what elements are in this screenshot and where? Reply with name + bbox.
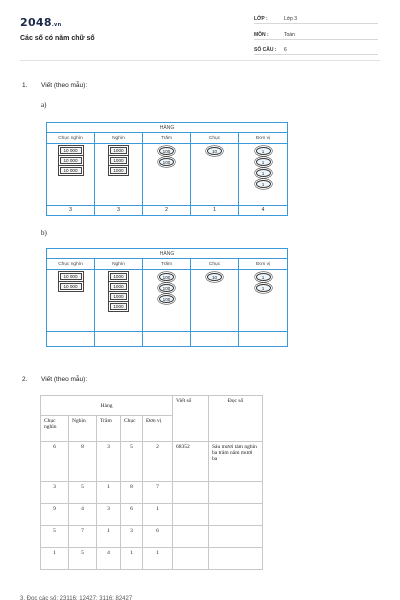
digit-cell: 3 (97, 504, 121, 526)
digit-cell: 4 (69, 504, 97, 526)
meta-label: MÔN : (254, 32, 269, 38)
write-number-header: Viết số (173, 396, 209, 442)
digit-cell: 7 (143, 482, 173, 504)
written-number-cell[interactable] (173, 504, 209, 526)
col-header-ones: Đơn vị (143, 416, 173, 442)
table-b-col-tens (191, 270, 239, 331)
question-3-fragment: 3. Đọc các số: 23116; 12427; 3116; 82427 (20, 596, 133, 600)
block-1000: 1000 (110, 157, 127, 164)
block-10000: 10 000 (60, 167, 82, 174)
table-a-hang-header: HÀNG (47, 123, 287, 133)
block-1000: 1000 (110, 293, 127, 300)
meta-class (254, 14, 378, 24)
count-cell: 3 (95, 206, 143, 215)
col-header-thousands: Nghìn (69, 416, 97, 442)
read-number-cell[interactable] (209, 482, 263, 504)
table-a-col-ones (239, 144, 287, 205)
table-a-body (47, 144, 287, 206)
col-header-ten-thousands: Chục nghìn (47, 133, 95, 143)
meta-subject (254, 30, 378, 40)
table-b-hang-header: HÀNG (47, 249, 287, 259)
place-value-table-b (46, 248, 288, 347)
digit-cell: 5 (69, 482, 97, 504)
block-1000: 1000 (110, 303, 127, 310)
block-1000: 1000 (110, 283, 127, 290)
meta-label: LỚP : (254, 16, 268, 22)
table-row (41, 504, 263, 526)
count-cell-empty[interactable] (143, 332, 191, 346)
question-2-text: Viết (theo mẫu): (41, 376, 88, 383)
table-row (41, 526, 263, 548)
meta-value: 6 (284, 47, 287, 53)
count-cell-empty[interactable] (95, 332, 143, 346)
number-table (40, 395, 263, 570)
digit-cell: 1 (143, 504, 173, 526)
disc-1: 1 (256, 284, 271, 292)
count-cell-empty[interactable] (239, 332, 287, 346)
logo-suffix: .vn (51, 22, 62, 28)
part-a-label: a) (41, 101, 47, 109)
block-10000: 10 000 (60, 283, 82, 290)
meta-question-count (254, 45, 378, 55)
written-number-cell: 68352 (173, 442, 209, 482)
table-a-col-thousands (95, 144, 143, 205)
col-header-hundreds: Trăm (97, 416, 121, 442)
disc-100: 100 (159, 284, 174, 292)
col-header-thousands: Nghìn (95, 133, 143, 143)
col-header-tens: Chục (191, 259, 239, 269)
col-header-tens: Chục (121, 416, 143, 442)
digit-cell: 3 (97, 442, 121, 482)
disc-1: 1 (256, 169, 271, 177)
digit-cell: 3 (41, 482, 69, 504)
written-number-cell[interactable] (173, 548, 209, 570)
table-a-col-ten-thousands (47, 144, 95, 205)
digit-cell: 5 (69, 548, 97, 570)
digit-cell: 1 (97, 482, 121, 504)
table-b-column-headers (47, 259, 287, 270)
count-cell-empty[interactable] (47, 332, 95, 346)
digit-cell: 5 (41, 526, 69, 548)
table-a-column-headers (47, 133, 287, 144)
table-b-col-ten-thousands (47, 270, 95, 331)
disc-1: 1 (256, 158, 271, 166)
count-cell: 4 (261, 207, 265, 213)
disc-10: 10 (207, 273, 222, 281)
page-title: Các số có năm chữ số (20, 35, 95, 42)
disc-100: 100 (159, 295, 174, 303)
digit-cell: 4 (97, 548, 121, 570)
disc-10: 10 (207, 147, 222, 155)
digit-cell: 6 (41, 442, 69, 482)
col-header-ten-thousands: Chục nghìn (41, 416, 69, 442)
table-b-col-thousands (95, 270, 143, 331)
meta-value: Lớp 3 (284, 16, 298, 22)
table-b-body (47, 270, 287, 332)
read-number-header: Đọc số (209, 396, 263, 442)
block-10000: 10 000 (60, 157, 82, 164)
digit-cell: 1 (121, 548, 143, 570)
part-b-label: b) (41, 229, 47, 237)
table-a-counts (47, 206, 287, 215)
table-row (41, 442, 263, 482)
block-1000: 1000 (110, 147, 127, 154)
read-number-cell[interactable] (209, 504, 263, 526)
col-header-ones: Đơn vị (255, 136, 271, 141)
count-cell-empty[interactable] (191, 332, 239, 346)
disc-1: 1 (256, 147, 271, 155)
logo[interactable] (20, 16, 61, 29)
written-number-cell[interactable] (173, 482, 209, 504)
digit-cell: 2 (143, 442, 173, 482)
digit-cell: 5 (121, 442, 143, 482)
count-cell: 1 (191, 206, 239, 215)
digit-cell: 1 (41, 548, 69, 570)
digit-cell: 3 (121, 526, 143, 548)
digit-cell: 8 (121, 482, 143, 504)
table-row (41, 482, 263, 504)
meta-label: SỐ CÂU : (254, 47, 277, 53)
read-number-cell[interactable] (209, 526, 263, 548)
table-b-counts (47, 332, 287, 346)
digit-cell: 7 (69, 526, 97, 548)
table-row (41, 548, 263, 570)
digit-cell: 6 (121, 504, 143, 526)
digit-cell: 1 (143, 548, 173, 570)
col-header-hundreds: Trăm (143, 259, 191, 269)
digit-cell: 6 (143, 526, 173, 548)
disc-100: 100 (159, 147, 174, 155)
count-cell: 3 (47, 206, 95, 215)
block-1000: 1000 (110, 167, 127, 174)
digit-cell: 1 (97, 526, 121, 548)
table-b-col-ones (239, 270, 287, 331)
read-number-cell: Sáu mươi tám nghìn ba trăm năm mươi ba (209, 442, 263, 482)
disc-1: 1 (256, 180, 271, 188)
digit-cell: 9 (41, 504, 69, 526)
col-header-hundreds: Trăm (143, 133, 191, 143)
disc-100: 100 (159, 158, 174, 166)
hang-header: Hàng (41, 396, 173, 416)
table-a-col-tens (191, 144, 239, 205)
col-header-ten-thousands: Chục nghìn (47, 259, 95, 269)
logo-main: 2048 (20, 16, 52, 29)
question-2-number: 2. (22, 376, 28, 383)
block-10000: 10 000 (60, 147, 82, 154)
col-header-thousands: Nghìn (95, 259, 143, 269)
read-number-cell[interactable] (209, 548, 263, 570)
meta-value: Toán (284, 32, 295, 38)
table-b-col-hundreds (143, 270, 191, 331)
block-10000: 10 000 (60, 273, 82, 280)
count-cell: 2 (143, 206, 191, 215)
disc-1: 1 (256, 273, 271, 281)
place-value-table-a (46, 122, 288, 216)
disc-100: 100 (159, 273, 174, 281)
page-header (0, 0, 400, 62)
block-1000: 1000 (110, 273, 127, 280)
col-header-tens: Chục (191, 133, 239, 143)
question-1-text: Viết (theo mẫu): (41, 82, 88, 89)
written-number-cell[interactable] (173, 526, 209, 548)
col-header-ones: Đơn vị (255, 262, 271, 267)
table-a-col-hundreds (143, 144, 191, 205)
digit-cell: 8 (69, 442, 97, 482)
question-1-number: 1. (22, 82, 28, 89)
header-divider (20, 60, 380, 61)
